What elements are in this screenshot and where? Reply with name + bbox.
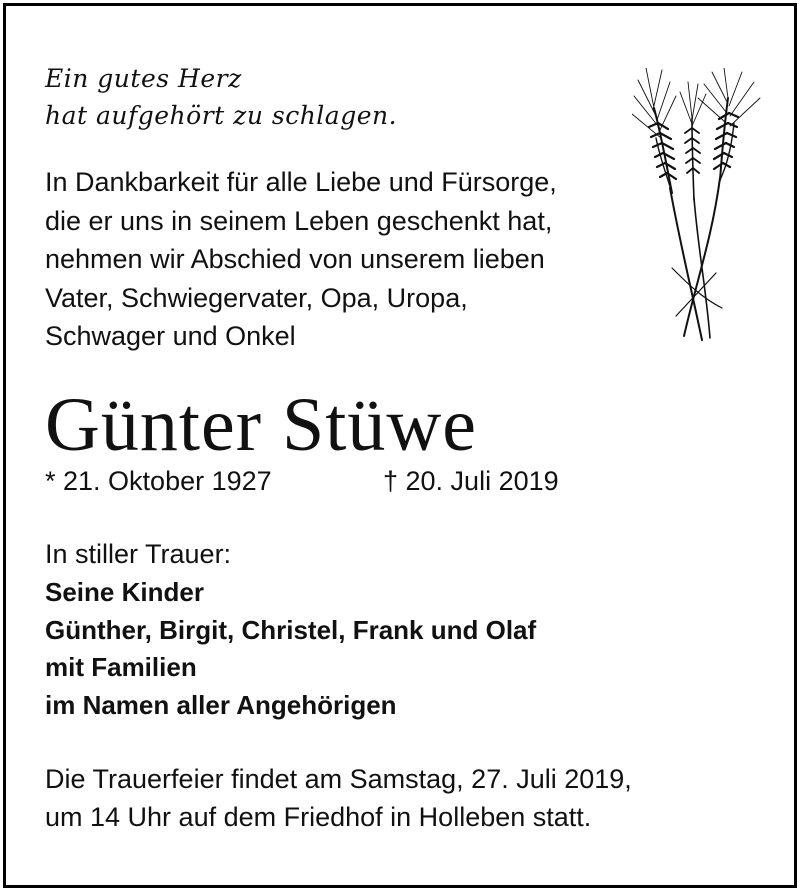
birth-date: * 21. Oktober 1927 bbox=[45, 466, 272, 496]
mourners-line: Seine Kinder bbox=[45, 577, 204, 607]
deceased-name: Günter Stüwe bbox=[45, 383, 478, 467]
service-info bbox=[45, 760, 632, 836]
intro-line: Schwager und Onkel bbox=[45, 321, 296, 351]
mourners-line: im Namen aller Angehörigen bbox=[45, 689, 397, 720]
mourners-line: mit Familien bbox=[45, 652, 197, 682]
mourners-line: Günther, Birgit, Christel, Frank und Olaf bbox=[45, 614, 537, 645]
motto-line: Ein gutes Herz bbox=[45, 64, 242, 93]
service-line: Die Trauerfeier findet am Samstag, 27. Juli 2019, bbox=[45, 764, 632, 794]
motto bbox=[45, 60, 397, 134]
wheat-ears-icon bbox=[632, 68, 762, 343]
intro-line: die er uns in seinem Leben geschenkt hat, bbox=[45, 205, 553, 236]
intro-line: In Dankbarkeit für alle Liebe und Fürsorge, bbox=[45, 167, 557, 197]
mourners-list bbox=[45, 574, 536, 724]
intro-line: nehmen wir Abschied von unserem lieben bbox=[45, 244, 545, 274]
life-dates bbox=[45, 463, 559, 499]
motto-line: hat aufgehört zu schlagen. bbox=[45, 101, 398, 130]
mourners-intro: In stiller Trauer: bbox=[45, 539, 232, 569]
intro-line: Vater, Schwiegervater, Opa, Uropa, bbox=[45, 282, 468, 313]
death-date: † 20. Juli 2019 bbox=[383, 466, 559, 496]
intro-text bbox=[45, 163, 557, 356]
service-line: um 14 Uhr auf dem Friedhof in Holleben statt. bbox=[45, 802, 592, 832]
